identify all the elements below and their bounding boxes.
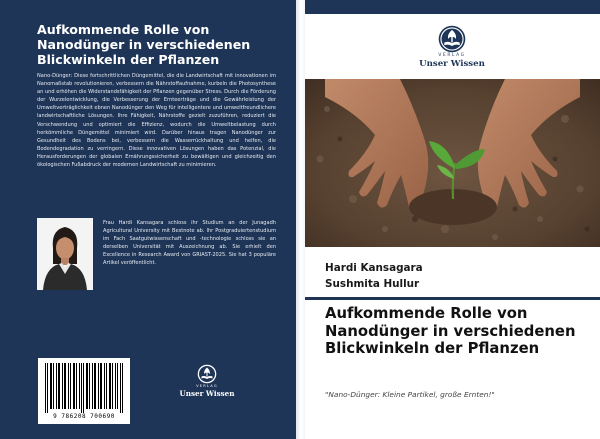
- barcode-icon: [43, 363, 125, 413]
- front-cover-title: Aufkommende Rolle von Nanodünger in verschiedenen Blickwinkeln der Pflanzen: [325, 305, 576, 357]
- hands-planting-seedling-photo-icon: [305, 79, 600, 247]
- portrait-photo-icon: [37, 218, 93, 290]
- front-logo-verlag: VERLAG: [438, 53, 466, 58]
- book-spine: [296, 0, 305, 439]
- book-description: Nano-Dünger: Diese fortschrittlichen Düngemittel, die die Landwirtschaft mit innovationen im Nanomaßstab revolutionieren, verbessern die Nährstoffaufnahme, kurbeln die Photosynthese an und erhöhen die Widerstandsfähigkeit der Pflanzen gegenüber Stress. Durch die Förderung der Wurzelentwicklung, die Verbesserung der Ernteerträge und die Gewährleistung der Umweltverträglichkeit ebnen Nanodünger den Weg für intelligentere und umweltfreundlichere landwirtschaftliche Lösungen. Ihre Fähigkeit, Nährstoffe gezielt zuzuführen, reduziert die Verschwendung und optimiert die Effizienz, wodurch die Umweltbelastung durch herkömmliche Düngemittel minimiert wird. Darüber hinaus tragen Nanodünger zur Gesundheit des Bodens bei, verbessern die Wasserrückhaltung und helfen, die Bodendegradation zu verringern. Diese innovativen Lösungen haben das Potenzial, die Herausforderungen der globalen Ernährungssicherheit zu bewältigen und gleichzeitig den ökologischen Fußabdruck der modernen Landwirtschaft zu minimieren.: [37, 73, 276, 169]
- title-divider: [305, 297, 600, 300]
- front-cover-subtitle: "Nano-Dünger: Kleine Partikel, große Ernten!": [325, 390, 495, 399]
- front-cover: [305, 0, 600, 439]
- author-names: [325, 260, 585, 292]
- book-tree-emblem-icon: [438, 25, 466, 53]
- front-publisher-logo: [402, 25, 502, 69]
- back-cover: [0, 0, 296, 439]
- back-cover-title: Aufkommende Rolle von Nanodünger in verschiedenen Blickwinkeln der Pflanzen: [37, 22, 251, 67]
- cover-photo: [305, 79, 600, 247]
- book-tree-emblem-icon: [197, 364, 217, 384]
- top-band: [305, 0, 600, 14]
- author-biography: Frau Hardi Kansagara schloss ihr Studium an der Junagadh Agricultural University mit Bestnote ab. Ihr Postgraduiertenstudium im Fach Saatgutwissenschaft und -technologie schloss sie an derselben Universität mit Auszeichnung ab. Sie erhielt den Excellence in Research Award von GRIAST-2025. Sie hat 3 populäre Artikel veröffentlicht.: [103, 220, 276, 267]
- author-photo: [37, 218, 93, 290]
- author-name: Hardi Kansagara: [325, 262, 423, 274]
- back-publisher-logo: [172, 364, 242, 398]
- back-logo-name: Unser Wissen: [179, 389, 235, 398]
- back-logo-verlag: VERLAG: [196, 384, 218, 388]
- front-logo-name: Unser Wissen: [419, 59, 485, 69]
- barcode: [38, 358, 130, 424]
- barcode-number: 9 786208 700690: [53, 413, 115, 420]
- author-name: Sushmita Hullur: [325, 278, 420, 290]
